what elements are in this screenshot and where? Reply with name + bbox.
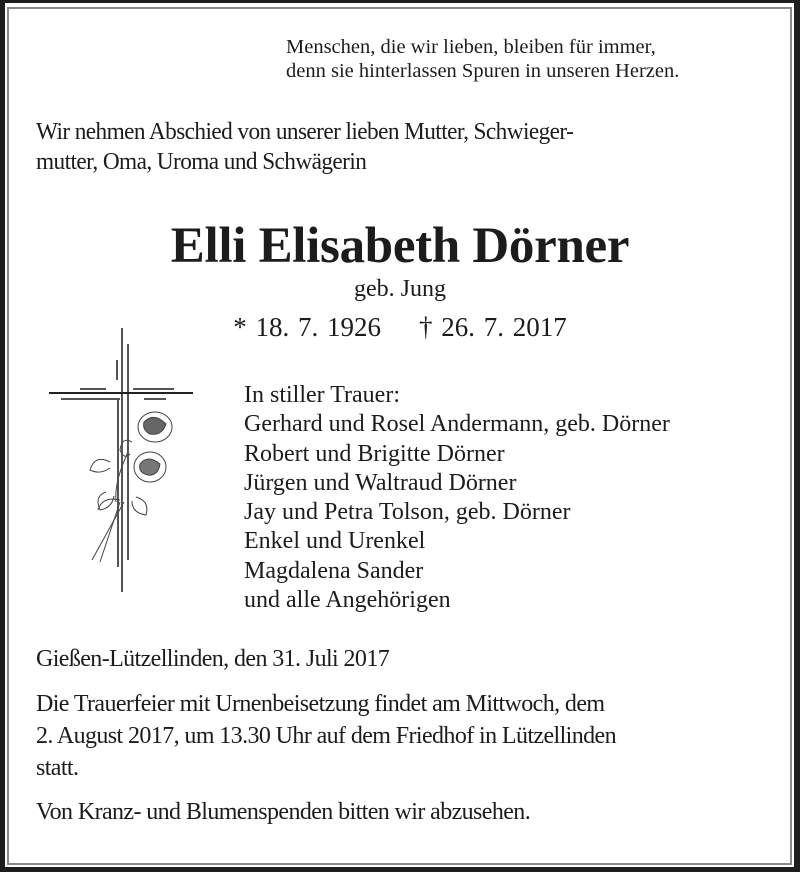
mourner-entry: Enkel und Urenkel [244,528,426,555]
motto-line: denn sie hinterlassen Spuren in unseren Herzen. [286,60,680,82]
maiden-name: geb. Jung [354,276,446,302]
motto-quote [286,35,679,83]
deceased-name: Elli Elisabeth Dörner [170,218,630,274]
death-dagger-icon: † [419,312,433,342]
birth-date: 18. 7. 1926 [255,312,381,342]
service-line: 2. August 2017, um 13.30 Uhr auf dem Friedhof in Lützellinden [36,723,616,749]
service-notice [36,688,616,784]
mourner-entry: Jay und Petra Tolson, geb. Dörner [244,499,571,526]
mourners-heading: In stiller Trauer: [244,382,400,408]
mourner-entry: Magdalena Sander [244,557,424,584]
death-date: 26. 7. 2017 [441,312,567,342]
flowers-note: Von Kranz- und Blumenspenden bitten wir abzusehen. [36,799,531,825]
place-and-date: Gießen-Lützellinden, den 31. Juli 2017 [36,646,390,672]
mourners-list [244,381,670,615]
mourner-entry: Jürgen und Waltraud Dörner [244,469,517,496]
service-line: statt. [36,755,79,781]
intro-line: Wir nehmen Abschied von unserer lieben Mutter, Schwieger- [36,119,574,145]
mourner-entry: Robert und Brigitte Dörner [244,440,505,467]
mourner-entry: und alle Angehörigen [244,587,451,614]
mourner-entry: Gerhard und Rosel Andermann, geb. Dörner [244,411,670,438]
cross-with-roses-icon [40,322,210,602]
birth-star-icon: * [233,312,247,342]
service-line: Die Trauerfeier mit Urnenbeisetzung findet am Mittwoch, dem [36,691,605,717]
intro-text [36,117,573,177]
motto-line: Menschen, die wir lieben, bleiben für immer, [286,36,656,58]
intro-line: mutter, Oma, Uroma und Schwägerin [36,149,367,175]
